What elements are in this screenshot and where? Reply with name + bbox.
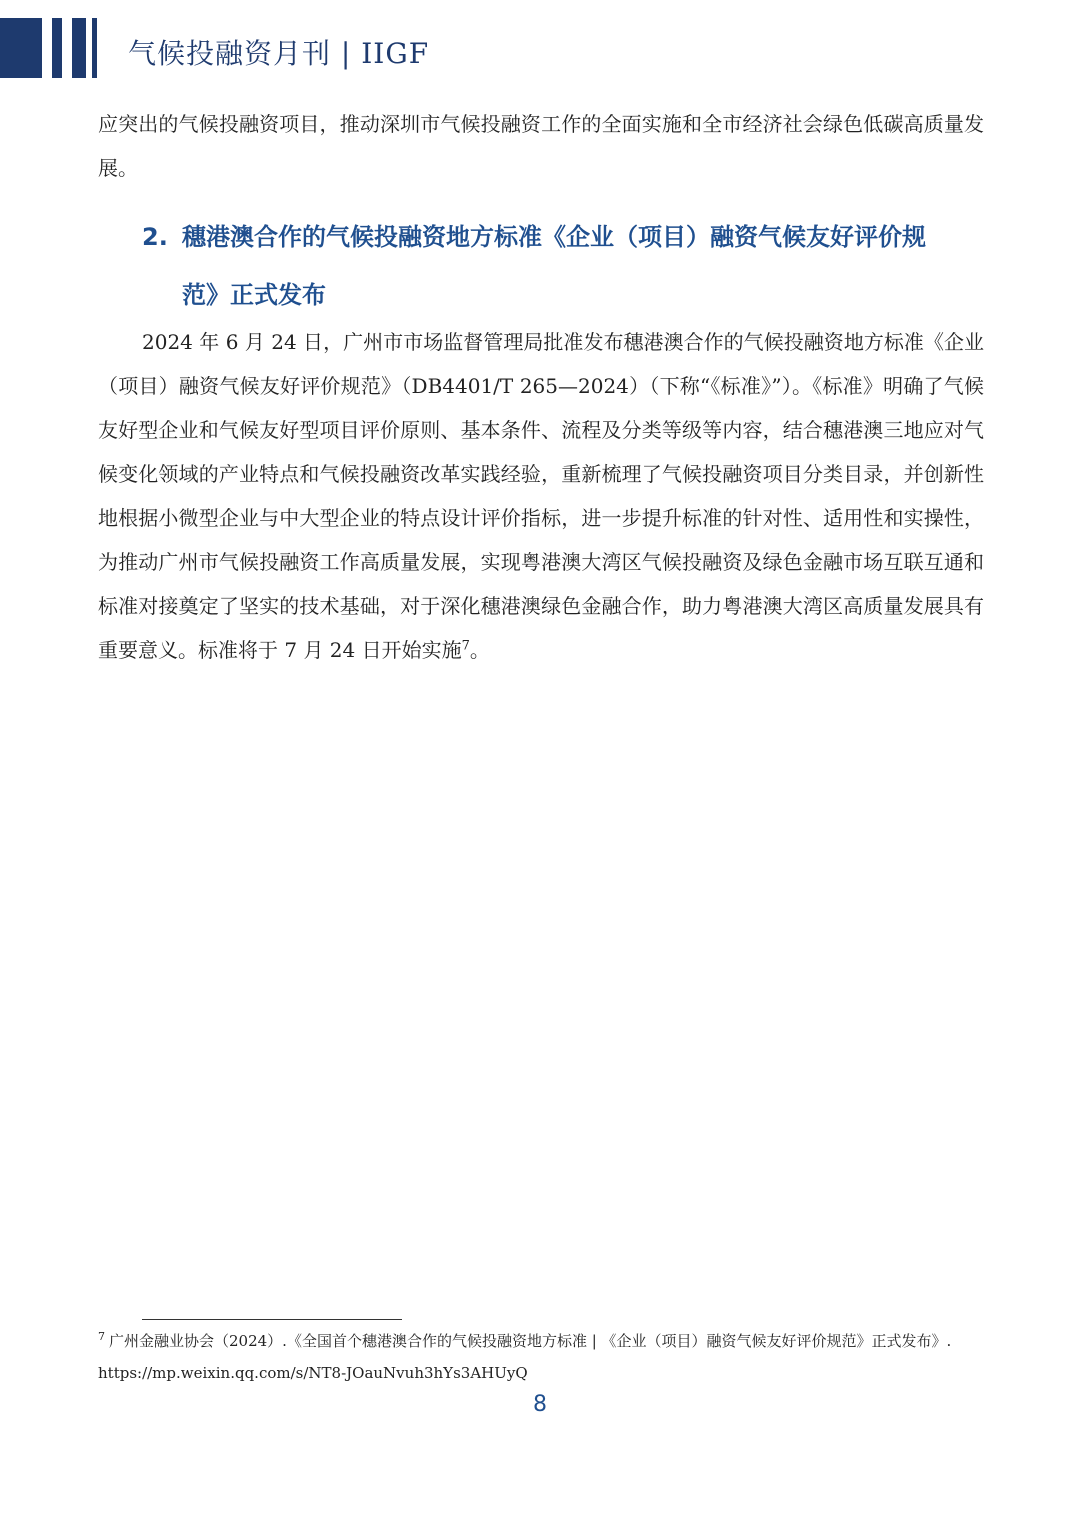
paragraph-continuation: 应突出的气候投融资项目，推动深圳市气候投融资工作的全面实施和全市经济社会绿色低碳高质量发展。 xyxy=(98,112,984,180)
footnote-mark: 7 xyxy=(98,1330,105,1343)
section-title-line2: 范》正式发布 xyxy=(182,281,326,309)
header-bar xyxy=(52,18,62,78)
paragraph-end-punct: 。 xyxy=(469,638,490,662)
footnote xyxy=(98,1325,984,1389)
header-bar xyxy=(72,18,86,78)
header-title: 气候投融资月刊 | IIGF xyxy=(128,37,430,70)
footnote-divider xyxy=(142,1319,402,1320)
footnote-reference[interactable]: 7 xyxy=(461,638,470,654)
header-bar xyxy=(92,18,97,78)
page-number: 8 xyxy=(533,1392,547,1417)
header-bar xyxy=(0,18,42,78)
footnote-text: 广州金融业协会（2024）.《全国首个穗港澳合作的气候投融资地方标准 | 《企业（项目）融资气候友好评价规范》正式发布》. https://mp.weixin.qq.com/s/NT8-JOauNvuh3hYs3AHUyQ xyxy=(98,1332,952,1382)
paragraph-body xyxy=(98,320,984,672)
paragraph-body-text: 2024 年 6 月 24 日，广州市市场监督管理局批准发布穗港澳合作的气候投融资地方标准《企业（项目）融资气候友好评价规范》（DB4401/T 265—2024）（下称“《标准》”）。《标准》明确了气候友好型企业和气候友好型项目评价原则、基本条件、流程及分类等级等内容，结合穗港澳三地应对气候变化领域的产业特点和气候投融资改革实践经验，重新梳理了气候投融资项目分类目录，并创新性地根据小微型企业与中大型企业的特点设计评价指标，进一步提升标准的针对性、适用性和实操性，为推动广州市气候投融资工作高质量发展，实现粤港澳大湾区气候投融资及绿色金融市场互联互通和标准对接奠定了坚实的技术基础，对于深化穗港澳绿色金融合作，助力粤港澳大湾区高质量发展具有重要意义。标准将于 7 月 24 日开始实施 xyxy=(98,330,984,662)
section-number: 2. xyxy=(142,223,168,251)
section-heading xyxy=(142,208,982,324)
section-title-line1: 穗港澳合作的气候投融资地方标准《企业（项目）融资气候友好评价规 xyxy=(182,223,926,251)
